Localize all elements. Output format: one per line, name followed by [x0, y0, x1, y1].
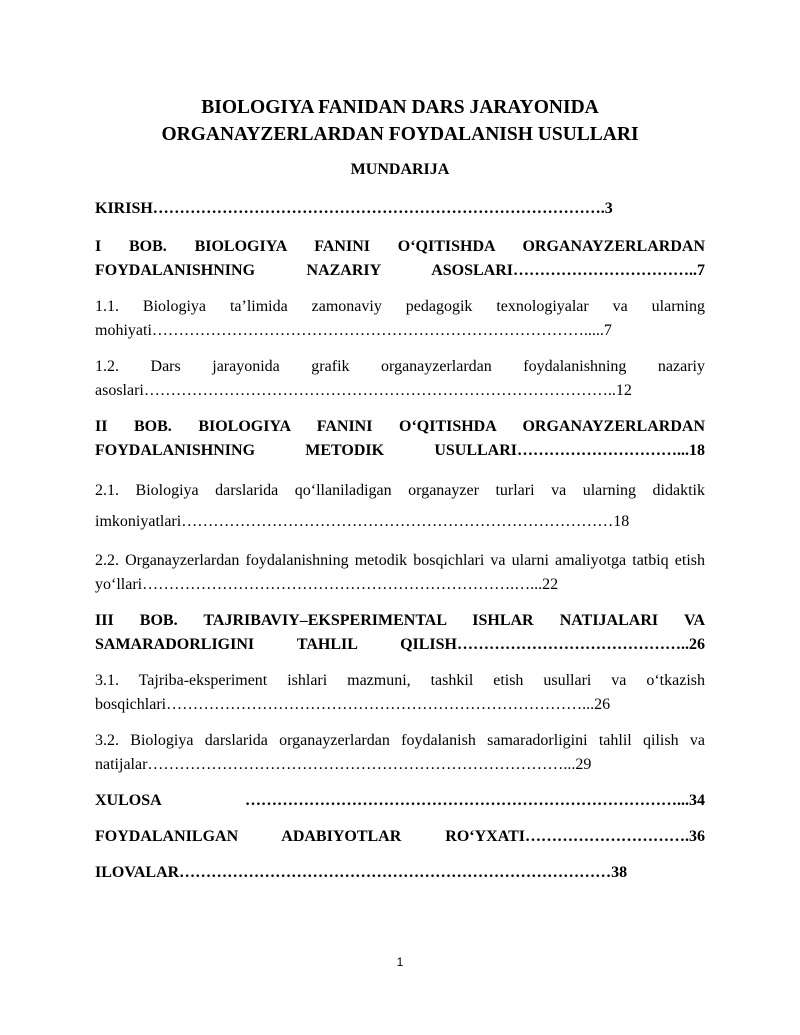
document-title-line-1: BIOLOGIYA FANIDAN DARS JARAYONIDA	[201, 97, 599, 118]
page-number: 1	[396, 955, 404, 969]
toc-entry-chapter-1: I BOB. BIOLOGIYA FANINI O‘QITISHDA ORGANAYZERLARDAN FOYDALANISHNING NAZARIY ASOSLARI……………………………..7	[95, 238, 705, 279]
table-of-contents	[95, 197, 705, 885]
document-page	[95, 94, 705, 885]
toc-entry-adabiyotlar: FOYDALANILGAN ADABIYOTLAR RO‘YXATI………………………….36	[95, 828, 705, 845]
toc-entry-section-2-2: 2.2. Organayzerlardan foydalanishning metodik bosqichlari va ularni amaliyotga tatbiq etish yo‘llari…………………………………………………………….…...22	[95, 552, 705, 593]
toc-entry-chapter-2: II BOB. BIOLOGIYA FANINI O‘QITISHDA ORGANAYZERLARDAN FOYDALANISHNING METODIK USULLARI…………………………...18	[95, 418, 705, 459]
toc-entry-ilovalar: ILOVALAR………………………………………………………………………38	[95, 864, 628, 881]
toc-entry-xulosa: XULOSA ………………………………………………………………………...34	[95, 792, 705, 809]
toc-entry-section-3-1: 3.1. Tajriba-eksperiment ishlari mazmuni, tashkil etish usullari va o‘tkazish bosqichlari……………………………………………………………………...26	[95, 672, 705, 713]
toc-entry-section-1-2: 1.2. Dars jarayonida grafik organayzerlardan foydalanishning nazariy asoslari……………………………………………………………………………..12	[95, 358, 705, 399]
document-title-line-2: ORGANAYZERLARDAN FOYDALANISH USULLARI	[161, 124, 639, 145]
table-of-contents-heading: MUNDARIJA	[350, 161, 450, 178]
toc-entry-chapter-3: III BOB. TAJRIBAVIY–EKSPERIMENTAL ISHLAR NATIJALARI VA SAMARADORLIGINI TAHLIL QILISH……………………………………..26	[95, 612, 705, 653]
toc-entry-section-1-1: 1.1. Biologiya ta’limida zamonaviy pedagogik texnologiyalar va ularning mohiyati……………………………………………………………………….....7	[95, 298, 705, 339]
toc-entry-kirish: KIRISH………………………………………………………………………….3	[95, 200, 613, 217]
toc-entry-section-3-2: 3.2. Biologiya darslarida organayzerlardan foydalanish samaradorligini tahlil qilish va natijalar……………………………………………………………………...29	[95, 732, 705, 773]
toc-entry-section-2-1: 2.1. Biologiya darslarida qo‘llaniladigan organayzer turlari va ularning didaktik imkoniyatlari………………………………………………………………………18	[95, 482, 705, 530]
